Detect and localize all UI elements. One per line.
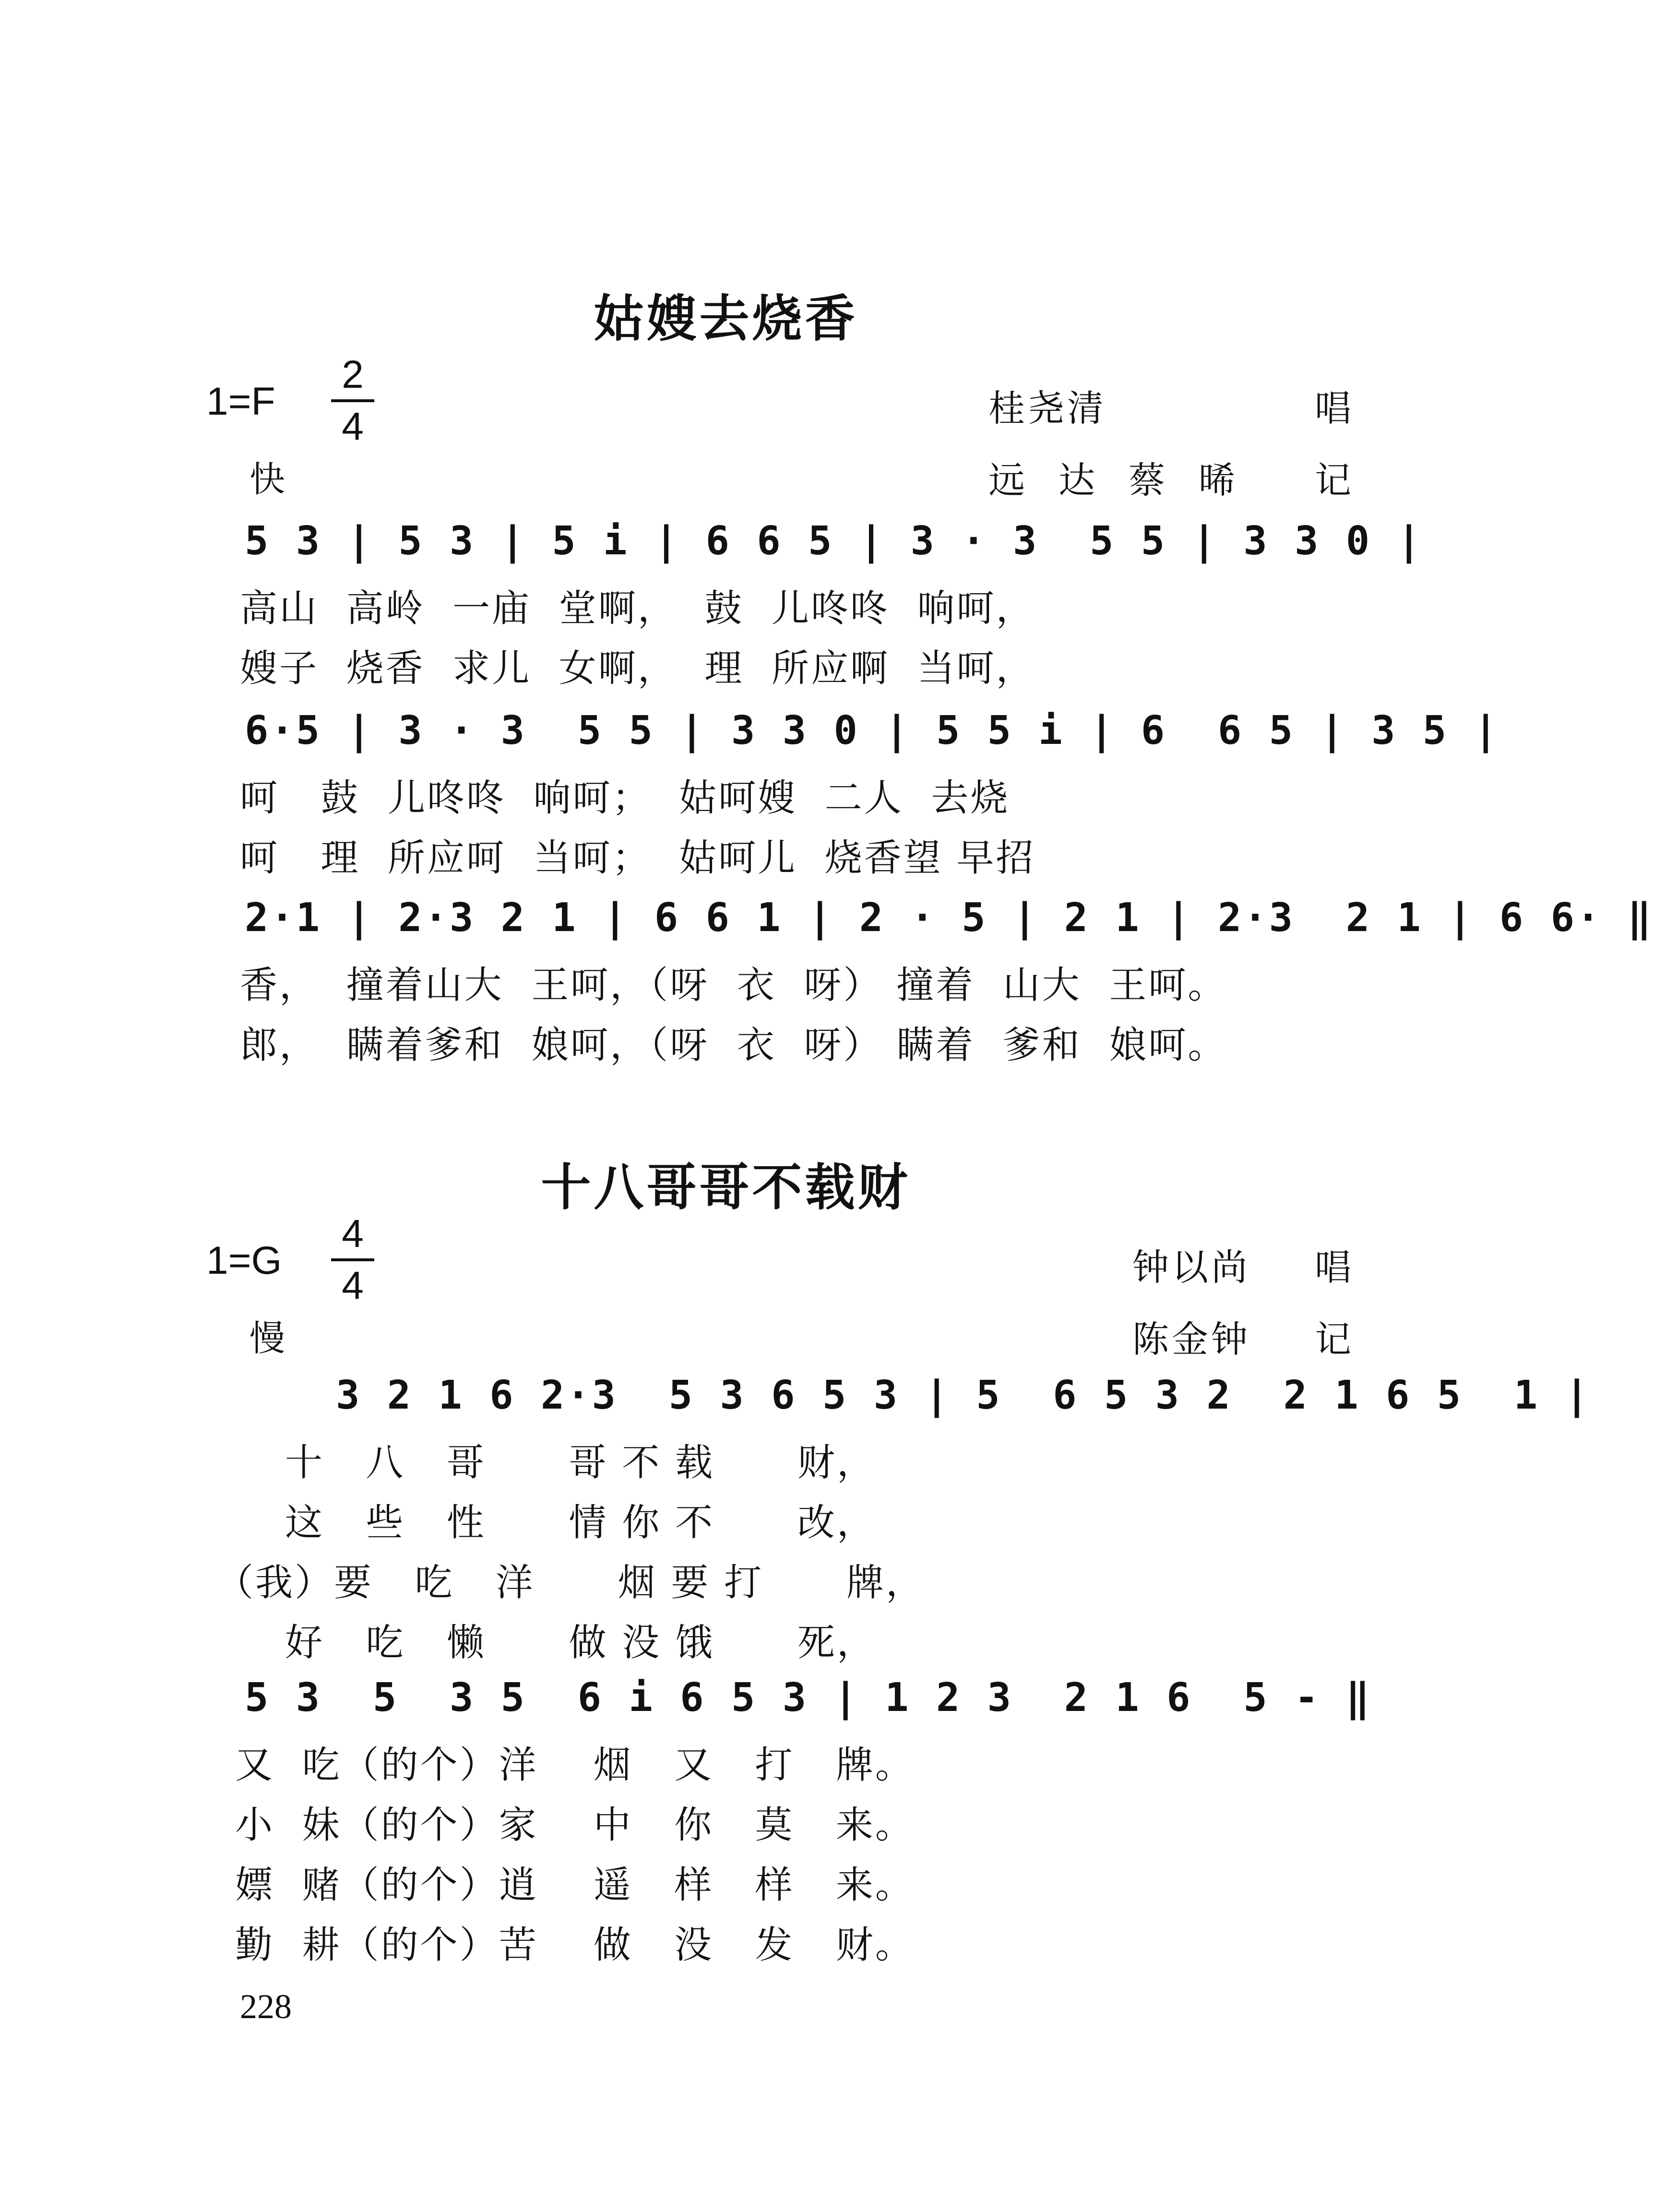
lyric-line: 十 八 哥 哥 不 载 财， xyxy=(216,1441,876,1484)
lyric-line: 嫂子 烧香 求儿 女啊， 理 所应啊 当呵， xyxy=(240,647,1035,690)
singer-role: 唱 xyxy=(1315,1246,1354,1289)
lyric-line: 小 妹（的个）家 中 你 莫 来。 xyxy=(235,1804,915,1847)
lyric-line: 这 些 性 情 你 不 改， xyxy=(216,1501,876,1544)
notation-line: 6·5 | 3 · 3 5 5 | 3 3 0 | 5 5 i | 6 6 5 | 3 5 | xyxy=(245,708,1500,753)
key-signature: 1=G xyxy=(206,1239,282,1282)
singer-name: 钟以尚 xyxy=(1132,1246,1250,1289)
recorder-role: 记 xyxy=(1315,459,1354,502)
song-title: 姑嫂去烧香 xyxy=(594,289,858,348)
time-signature-top: 4 xyxy=(342,1212,364,1255)
time-signature xyxy=(331,1214,374,1305)
song-title: 十八哥哥不载财 xyxy=(541,1158,911,1217)
lyric-line: 勤 耕（的个）苦 做 没 发 财。 xyxy=(235,1924,915,1967)
notation-line: 5 3 | 5 3 | 5 i | 6 6 5 | 3 · 3 5 5 | 3 3 0 | xyxy=(245,518,1423,564)
lyric-line: 呵 理 所应呵 当呵； 姑呵儿 烧香望 早招 xyxy=(240,837,1035,880)
lyric-line: 好 吃 懒 做 没 饿 死， xyxy=(216,1621,876,1664)
lyric-line: 高山 高岭 一庙 堂啊， 鼓 儿咚咚 响呵， xyxy=(240,587,1035,630)
notation-line: 3 2 1 6 2·3 5 3 6 5 3 | 5 6 5 3 2 2 1 6 5 1 | xyxy=(336,1373,1591,1418)
tempo-marking: 慢 xyxy=(250,1318,285,1359)
notation-line: 2·1 | 2·3 2 1 | 6 6 1 | 2 · 5 | 2 1 | 2·3 2 1 | 6 6· ‖ xyxy=(245,895,1653,941)
singer-role: 唱 xyxy=(1315,387,1354,430)
lyric-line: （我）要 吃 洋 烟 要 打 牌， xyxy=(216,1561,925,1604)
time-signature-bottom: 4 xyxy=(342,1264,364,1307)
singer-name: 桂尧清 xyxy=(988,387,1106,430)
tempo-marking: 快 xyxy=(250,459,285,500)
time-signature-top: 2 xyxy=(342,353,364,396)
notation-line: 5 3 5 3 5 6 i 6 5 3 | 1 2 3 2 1 6 5 - ‖ xyxy=(245,1675,1372,1721)
time-signature xyxy=(331,355,374,446)
lyric-line: 又 吃（的个）洋 烟 又 打 牌。 xyxy=(235,1744,915,1787)
lyric-line: 嫖 赌（的个）逍 遥 样 样 来。 xyxy=(235,1864,915,1907)
time-signature-bottom: 4 xyxy=(342,405,364,448)
page-number: 228 xyxy=(240,1987,292,2026)
recorder-name: 陈金钟 xyxy=(1132,1318,1250,1361)
key-signature: 1=F xyxy=(206,380,275,423)
lyric-line: 郎， 瞒着爹和 娘呵，（呀 衣 呀） 瞒着 爹和 娘呵。 xyxy=(240,1024,1227,1067)
lyric-line: 香， 撞着山大 王呵，（呀 衣 呀） 撞着 山大 王呵。 xyxy=(240,964,1227,1007)
recorder-role: 记 xyxy=(1315,1318,1354,1361)
recorder-name: 远达蔡晞 xyxy=(988,459,1269,502)
lyric-line: 呵 鼓 儿咚咚 响呵； 姑呵嫂 二人 去烧 xyxy=(240,777,1010,820)
